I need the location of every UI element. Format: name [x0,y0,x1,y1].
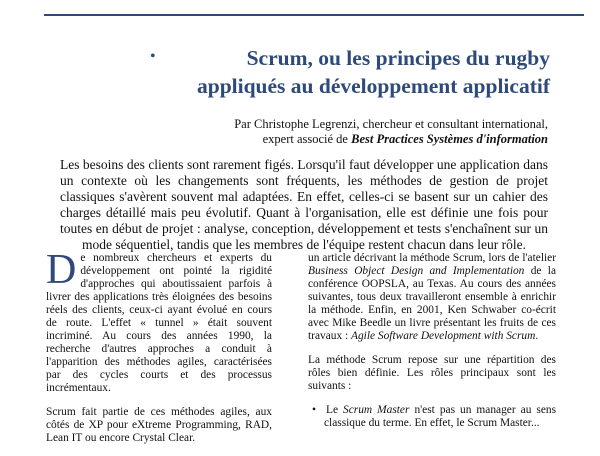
role-text-b: n'est pas un manager au sens classique du terme. En effet, le Scrum Master... [324,404,557,429]
byline [150,117,548,147]
right-paragraph-1 [308,252,556,343]
role-name: Scrum Master [343,404,410,416]
top-rule [44,14,584,16]
left-paragraph-1 [46,247,272,395]
role-list-item [308,404,556,430]
right-column [308,252,556,441]
role-text-a: Le [326,404,344,416]
right-p1-text-a: un article décrivant la méthode Scrum, lors de l'atelier [308,252,556,264]
right-p1-book-title: Agile Software Development with Scrum [351,330,536,342]
byline-line-2-prefix: expert associé de [262,132,352,146]
title-line-1: Scrum, ou les principes du rugby [246,46,550,70]
right-paragraph-2: La méthode Scrum repose sur une répartition des rôles bien définie. Les rôles principaux sont les suivants : [308,354,556,392]
drop-cap: D [46,247,77,293]
list-bullet: • [312,404,316,416]
byline-line-1: Par Christophe Legrenzi, chercheur et consultant international, [234,117,548,131]
intro-paragraph: Les besoins des clients sont rarement figés. Lorsqu'il faut développer une application dans un contexte où les changements sont fréquents, les méthodes de gestion de projet classiques s'avèrent souvent mal adaptées. En effet, celles-ci se basent sur un cahier des charges détaillé mais peu évolutif. Quant à l'organisation, elle est définie une fois pour toutes en début de projet : analyse, conception, développement et tests s'enchaînent sur un mode séquentiel, tandis que les membres de l'équipe restent chacun dans leur rôle. [60,157,548,252]
right-p1-text-b: de la conférence OOPSLA, au Texas. Au cours des années suivantes, tous deux travailleront ensemble à enrichir la méthode. Enfin, en 2001, Ken Schwaber co-écrit avec Mike Beedle un livre présentant les fruits de ces travaux : [308,265,556,342]
title-line-2: appliqués au développement applicatif [196,74,550,98]
right-p1-workshop: Business Object Design and Implementation [308,265,525,277]
article-title [110,44,550,100]
left-paragraph-2: Scrum fait partie de ces méthodes agiles, aux côtés de XP pour eXtreme Programming, RAD, Lean IT ou encore Crystal Clear. [46,406,272,444]
left-paragraph-1-text: e nombreux chercheurs et experts du développement ont pointé la rigidité d'approches qui aboutissaient parfois à livrer des applications très éloignées des besoins réels des clients, ceux-ci ayant évolué en cours de route. L'effet « tunnel » était souvent incriminé. Au cours des années 1990, la recherche d'autres approches a conduit à l'apparition des méthodes agiles, caractérisées par des cycles courts et des processus incrémentaux. [46,252,272,394]
byline-publication: Best Practices Systèmes d'information [351,132,548,146]
right-p1-text-c: . [535,330,539,342]
title-bullet: • [150,48,156,65]
left-column [46,247,272,456]
